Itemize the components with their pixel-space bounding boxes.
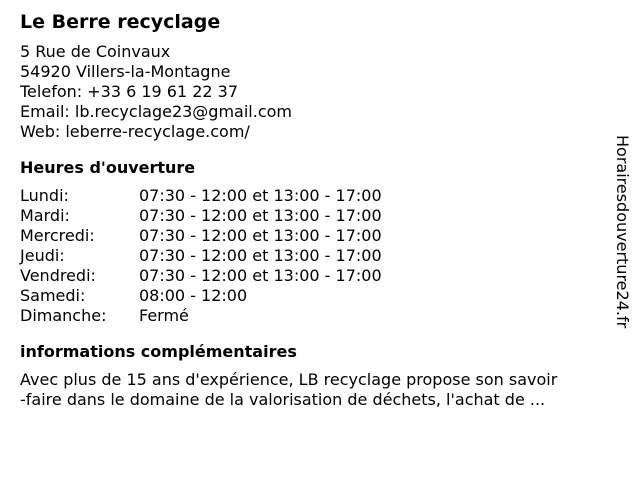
info-heading: informations complémentaires [20, 342, 297, 361]
hours-day: Dimanche: [20, 306, 107, 325]
hours-value: 07:30 - 12:00 et 13:00 - 17:00 [139, 246, 382, 265]
hours-row-monday [20, 186, 610, 206]
hours-row-wednesday [20, 226, 610, 246]
hours-row-tuesday [20, 206, 610, 226]
contact-block [20, 42, 610, 142]
hours-row-sunday [20, 306, 610, 326]
hours-row-friday [20, 266, 610, 286]
hours-day: Mardi: [20, 206, 70, 225]
website-line: Web: leberre-recyclage.com/ [20, 122, 250, 141]
hours-day: Vendredi: [20, 266, 96, 285]
address-line-2: 54920 Villers-la-Montagne [20, 62, 231, 81]
site-watermark: Horairesdouverture24.fr [613, 135, 632, 329]
hours-day: Mercredi: [20, 226, 95, 245]
hours-value: 07:30 - 12:00 et 13:00 - 17:00 [139, 186, 382, 205]
address-line-1: 5 Rue de Coinvaux [20, 42, 171, 61]
hours-value: 08:00 - 12:00 [139, 286, 248, 305]
info-description-line-2: -faire dans le domaine de la valorisation de déchets, l'achat de ... [20, 390, 546, 409]
hours-day: Samedi: [20, 286, 86, 305]
info-description [20, 370, 610, 410]
hours-row-saturday [20, 286, 610, 306]
hours-row-thursday [20, 246, 610, 266]
business-card [20, 8, 610, 410]
business-name: Le Berre recyclage [20, 11, 221, 33]
hours-value: 07:30 - 12:00 et 13:00 - 17:00 [139, 226, 382, 245]
hours-table [20, 186, 610, 326]
hours-day: Lundi: [20, 186, 69, 205]
hours-heading: Heures d'ouverture [20, 158, 196, 177]
phone-line: Telefon: +33 6 19 61 22 37 [20, 82, 239, 101]
hours-value: 07:30 - 12:00 et 13:00 - 17:00 [139, 206, 382, 225]
info-description-line-1: Avec plus de 15 ans d'expérience, LB recyclage propose son savoir [20, 370, 558, 389]
hours-day: Jeudi: [20, 246, 65, 265]
email-line: Email: lb.recyclage23@gmail.com [20, 102, 292, 121]
hours-value: 07:30 - 12:00 et 13:00 - 17:00 [139, 266, 382, 285]
hours-value: Fermé [139, 306, 189, 325]
